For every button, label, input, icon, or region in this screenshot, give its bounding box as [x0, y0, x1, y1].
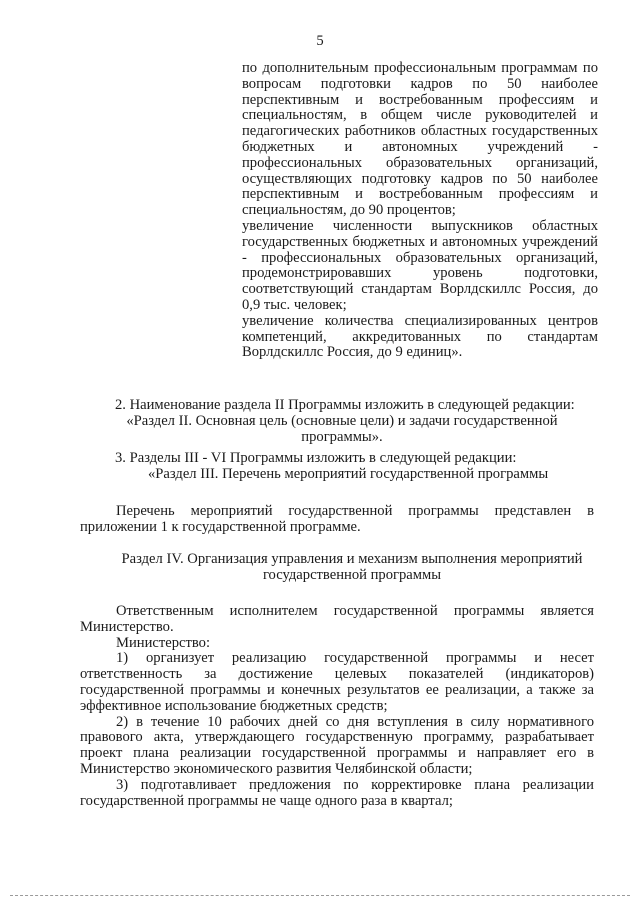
section3-heading: «Раздел III. Перечень мероприятий государственной программы	[148, 466, 549, 482]
section4-body	[80, 604, 594, 809]
footer-divider	[10, 895, 630, 896]
section4-paragraph: Министерство:	[116, 634, 211, 651]
amendment-item-3: 3. Разделы III - VI Программы изложить в следующей редакции:	[115, 450, 517, 466]
page-number: 5	[316, 33, 324, 49]
section4-paragraph: Ответственным исполнителем государственной программы является Министерство.	[80, 603, 594, 635]
section2-title-quote: «Раздел II. Основная цель (основные цели) и задачи государственной программы».	[126, 413, 558, 445]
section3-paragraph: Перечень мероприятий государственной программы представлен в приложении 1 к государственной программе.	[80, 503, 594, 535]
indicator-item: увеличение количества специализированных центров компетенций, аккредитованных по стандартам Ворлдскиллс Россия, до 9 единиц».	[242, 312, 598, 361]
section4-heading: Раздел IV. Организация управления и механизм выполнения мероприятий государственной программы	[121, 551, 583, 583]
section4-paragraph: 1) организует реализацию государственной программы и несет ответственность за достижение целевых показателей (индикаторов) государственной программы и конечных результатов ее реализации, а также за эффективное использование бюджетных средств;	[80, 650, 594, 714]
section4-paragraph: 2) в течение 10 рабочих дней со дня вступления в силу нормативного правового акта, утверждающего государственную программу, разрабатывает проект плана реализации государственной программы и направляет его в Министерство экономического развития Челябинской области;	[80, 713, 594, 777]
indicator-item: по дополнительным профессиональным программам по вопросам подготовки кадров по 50 наиболее перспективным и востребованным профессиям и специальностям, в общем числе руководителей и педагогических работников областных государственных бюджетных и автономных учреждений - профессиональных образовательных организаций, осуществляющих подготовку кадров по 50 наиболее перспективным и востребованным профессиям и специальностям, до 90 процентов;	[242, 60, 598, 219]
section3-body	[80, 504, 594, 536]
amendment-item-2	[115, 398, 595, 414]
indicator-item: увеличение численности выпускников областных государственных бюджетных и автономных учреждений - профессиональных образовательных организаций, продемонстрировавших уровень подготовки, соответствующий стандартам Ворлдскиллс Россия, до 0,9 тыс. человек;	[242, 217, 598, 313]
amendment-item-2-text: 2. Наименование раздела II Программы изложить в следующей редакции:	[115, 397, 575, 413]
indicators-list	[242, 61, 598, 361]
section4-paragraph: 3) подготавливает предложения по корректировке плана реализации государственной программы не чаще одного раза в квартал;	[80, 776, 594, 809]
